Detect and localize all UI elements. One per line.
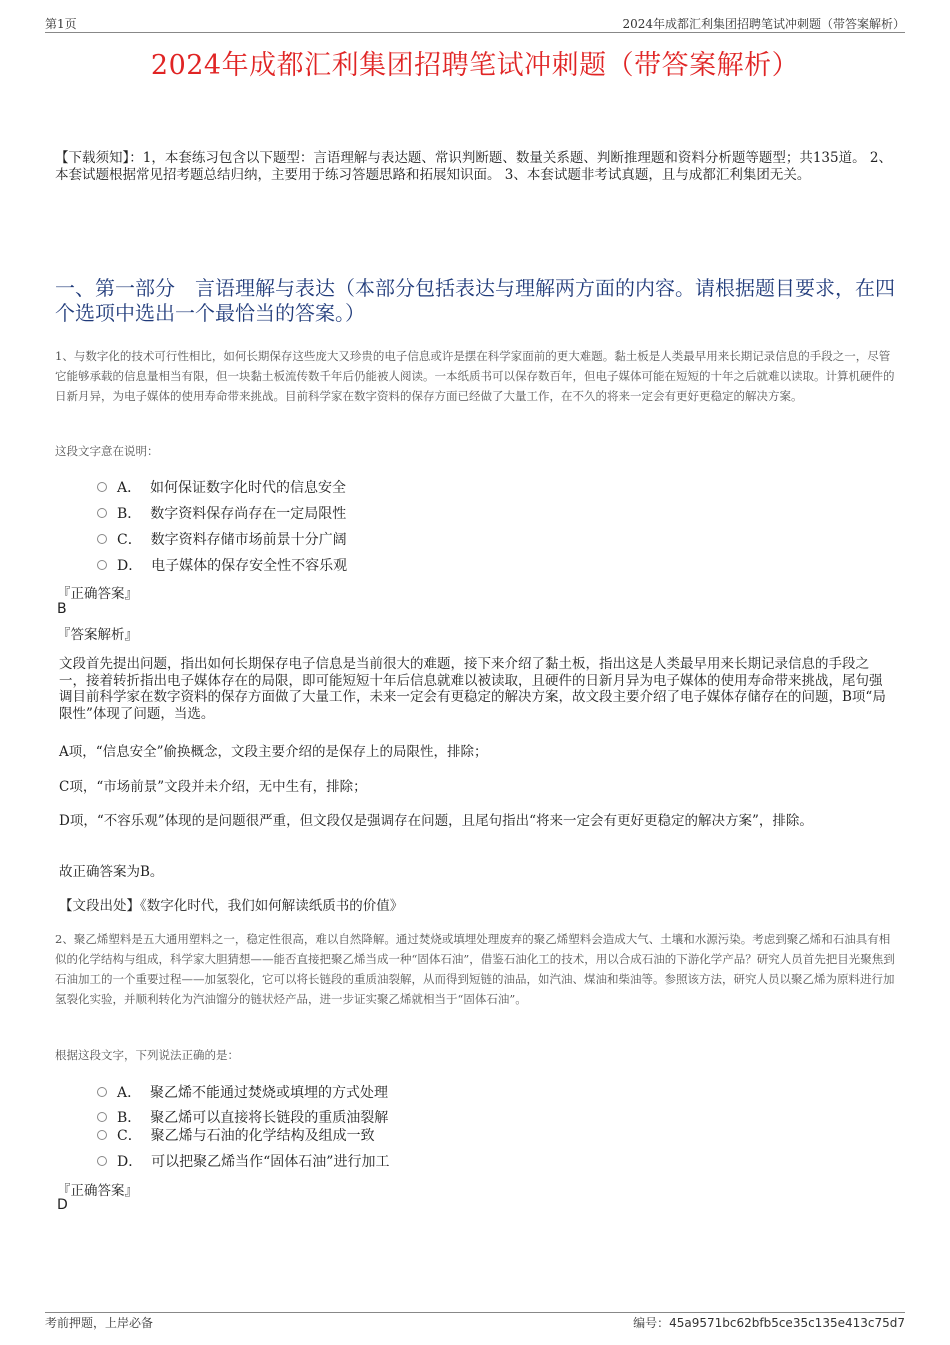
q1-answer: B [57,601,67,617]
question-1-prompt: 这段文字意在说明： [55,444,159,458]
q1-option-b[interactable] [97,503,346,523]
option-text: 聚乙烯与石油的化学结构及组成一致 [150,1128,375,1144]
q1-analysis: 文段首先提出问题，指出如何长期保存电子信息是当前很大的难题，接下来介绍了黏土板，指出这是人类最早用来长期记录信息的手段之一，接着转折指出电子媒体存在的局限，即可能短短十年后信息就难以被读取，且硬件的日新月异为电子媒体的使用寿命带来挑战，尾句强调目前科学家在数字资料的保存方面做了大量工作，未来一定会有更稳定的解决方案，故文段主要介绍了电子媒体存储存在的问题，B项“局限性”体现了问题，当选。 [59,656,886,722]
q1-answer-label: 『正确答案』 [57,586,138,602]
q1-option-d[interactable] [97,555,347,575]
option-letter: B． [117,1110,142,1126]
q1-note-c: C项，“市场前景”文段并未介绍，无中生有，排除； [59,779,367,795]
option-text: 如何保证数字化时代的信息安全 [150,480,347,496]
option-text: 聚乙烯不能通过焚烧或填埋的方式处理 [150,1085,389,1101]
q2-option-a[interactable] [97,1082,388,1102]
footer-code-label: 编号： [633,1316,670,1330]
q2-answer-label: 『正确答案』 [57,1183,138,1199]
q1-conclusion: 故正确答案为B。 [59,864,164,880]
question-2-stem: 2、聚乙烯塑料是五大通用塑料之一，稳定性很高，难以自然降解。通过焚烧或填埋处理废弃的聚乙烯塑料会造成大气、土壤和水源污染。考虑到聚乙烯和石油具有相似的化学结构与组成，科学家大胆猜想——能否直接把聚乙烯当成一种“固体石油”，借鉴石油化工的技术，用以合成石油的下游化学产品？研究人员首先把目光聚焦到石油加工的一个重要过程——加氢裂化，它可以将长链段的重质油裂解，从而得到短链的油品，如汽油、煤油和柴油等。参照该方法，研究人员以聚乙烯为原料进行加氢裂化实验，并顺利转化为汽油馏分的链状烃产品，进一步证实聚乙烯就相当于“固体石油”。 [55,932,895,1006]
q2-option-b[interactable] [97,1107,388,1127]
footer-code [633,1314,905,1331]
radio-icon[interactable] [97,1112,107,1122]
footer-code-value: 45a9571bc62bfb5ce35c135e413c75d7 [669,1316,905,1330]
header-divider [45,32,905,33]
option-letter: A． [117,1085,142,1101]
option-letter: C． [117,532,142,548]
footer-divider [45,1312,905,1313]
option-text: 可以把聚乙烯当作“固体石油”进行加工 [151,1154,390,1170]
radio-icon[interactable] [97,534,107,544]
header-doc-title: 2024年成都汇利集团招聘笔试冲刺题（带答案解析） [622,17,905,31]
option-letter: C． [117,1128,142,1144]
footer-slogan: 考前押题，上岸必备 [45,1316,154,1330]
radio-icon[interactable] [97,482,107,492]
q1-note-d: D项，“不容乐观”体现的是问题很严重，但文段仅是强调存在问题，且尾句指出“将来一定会有更好更稳定的解决方案”，排除。 [59,813,813,829]
q1-option-a[interactable] [97,477,346,497]
radio-icon[interactable] [97,508,107,518]
q2-option-d[interactable] [97,1151,389,1171]
option-letter: A． [117,480,142,496]
section-heading: 一、第一部分 言语理解与表达（本部分包括表达与理解两方面的内容。请根据题目要求，在四个选项中选出一个最恰当的答案。） [55,276,895,325]
q1-option-c[interactable] [97,529,347,549]
question-1-stem: 1、与数字化的技术可行性相比，如何长期保存这些庞大又珍贵的电子信息或许是摆在科学家面前的更大难题。黏土板是人类最早用来长期记录信息的手段之一，尽管它能够承载的信息量相当有限，但一块黏土板流传数千年后仍能被人阅读。一本纸质书可以保存数百年，但电子媒体可能在短短的十年之后就难以读取。计算机硬件的日新月异，为电子媒体的使用寿命带来挑战。目前科学家在数字资料的保存方面已经做了大量工作，在不久的将来一定会有更好更稳定的解决方案。 [55,349,895,403]
radio-icon[interactable] [97,1156,107,1166]
page-title: 2024年成都汇利集团招聘笔试冲刺题（带答案解析） [150,50,800,81]
option-letter: D． [117,1154,143,1170]
q1-source: 【文段出处】《数字化时代，我们如何解读纸质书的价值》 [59,898,404,914]
q2-answer: D [57,1197,68,1213]
radio-icon[interactable] [97,1087,107,1097]
q1-analysis-label: 『答案解析』 [57,627,138,643]
q2-option-c[interactable] [97,1125,375,1145]
option-text: 聚乙烯可以直接将长链段的重质油裂解 [150,1110,389,1126]
page-number: 第1页 [45,17,77,31]
download-notice: 【下载须知】：1，本套练习包含以下题型：言语理解与表达题、常识判断题、数量关系题、判断推理题和资料分析题等题型；共135道。 2、本套试题根据常见招考题总结归纳，主要用于练习答题思路和拓展知识面。 3、本套试题非考试真题，且与成都汇利集团无关。 [55,150,892,183]
question-2-prompt: 根据这段文字，下列说法正确的是： [55,1048,239,1062]
option-text: 电子媒体的保存安全性不容乐观 [151,558,348,574]
option-text: 数字资料存储市场前景十分广阔 [150,532,347,548]
option-letter: D． [117,558,143,574]
option-letter: B． [117,506,142,522]
radio-icon[interactable] [97,560,107,570]
option-text: 数字资料保存尚存在一定局限性 [150,506,347,522]
q1-note-a: A项，“信息安全”偷换概念，文段主要介绍的是保存上的局限性，排除； [59,744,488,760]
radio-icon[interactable] [97,1130,107,1140]
